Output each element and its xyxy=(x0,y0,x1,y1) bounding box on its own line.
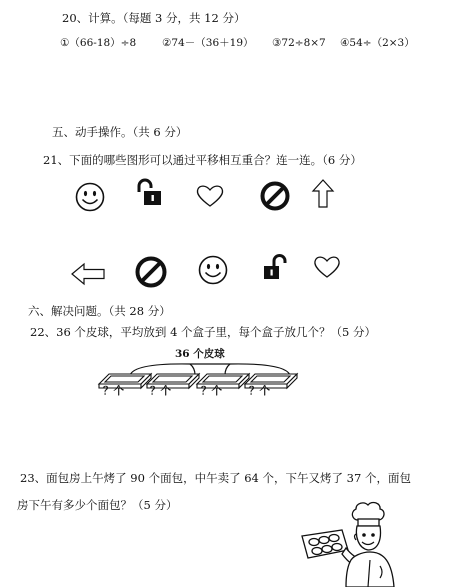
q23-line-2: 房下午有多少个面包？（5 分） xyxy=(17,498,178,512)
q22-box-label-4: ？个 xyxy=(249,385,270,397)
unlocked-padlock-icon xyxy=(260,254,292,284)
q22-diagram-label: 36 个皮球 xyxy=(175,348,225,360)
smiley-icon xyxy=(74,181,106,213)
prohibited-icon xyxy=(259,180,291,212)
q22-box-label-2: ？个 xyxy=(150,385,171,397)
q20-heading: 20、计算。（每题 3 分，共 12 分） xyxy=(62,11,246,25)
q20-problem-2: ②74－（36＋19） xyxy=(162,37,254,49)
q22-heading: 22、36 个皮球，平均放到 4 个盒子里，每个盒子放几个？（5 分） xyxy=(30,325,377,339)
q22-box-label-1: ？个 xyxy=(103,385,124,397)
section6-heading: 六、解决问题。（共 28 分） xyxy=(28,304,171,318)
section5-heading: 五、动手操作。（共 6 分） xyxy=(52,125,188,139)
baker-illustration xyxy=(300,500,420,587)
left-arrow-icon xyxy=(70,262,106,286)
q20-problem-3: ③72÷8×7 xyxy=(272,37,326,49)
unlocked-padlock-icon xyxy=(134,178,166,210)
heart-icon xyxy=(194,182,226,210)
q23-line-1: 23、面包房上午烤了 90 个面包，中午卖了 64 个，下午又烤了 37 个，面包 xyxy=(20,471,411,485)
q20-problem-4: ④54÷（2×3） xyxy=(340,37,415,49)
heart-icon xyxy=(312,254,342,280)
smiley-icon xyxy=(197,254,229,286)
q22-box-label-3: ？个 xyxy=(201,385,222,397)
up-arrow-icon xyxy=(311,178,335,210)
q21-heading: 21、下面的哪些图形可以通过平移相互重合？连一连。（6 分） xyxy=(43,153,362,167)
q20-problem-1: ①（66-18）÷8 xyxy=(60,37,137,49)
prohibited-icon xyxy=(134,255,168,289)
